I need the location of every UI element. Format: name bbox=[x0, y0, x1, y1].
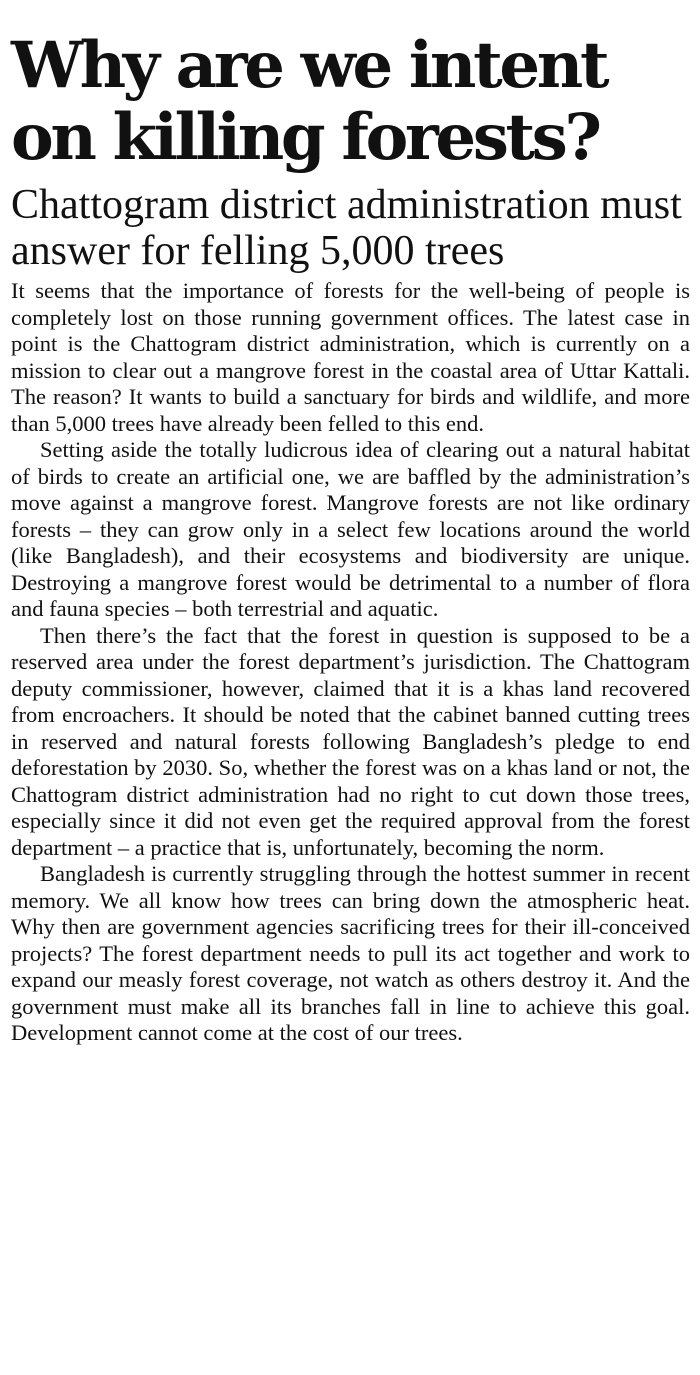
paragraph: Then there’s the fact that the forest in question is supposed to be a reserved area under the forest department’s jurisdiction. The Chattogram deputy commissioner, however, claimed that it is a khas land recovered from encroachers. It should be noted that the cabinet banned cutting trees in reserved and natural forests following Bangladesh’s pledge to end deforestation by 2030. So, whether the forest was on a khas land or not, the Chattogram district administration had no right to cut down those trees, especially since it did not even get the required approval from the forest department – a practice that is, unfortunately, becoming the norm. bbox=[11, 622, 690, 860]
paragraph: It seems that the importance of forests for the well-being of people is completely lost on those running government offices. The latest case in point is the Chattogram district administration, which is currently on a mission to clear out a mangrove forest in the coastal area of Uttar Kattali. The reason? It wants to build a sanctuary for birds and wildlife, and more than 5,000 trees have already been felled to this end. bbox=[11, 278, 690, 436]
paragraph: Bangladesh is currently struggling through the hottest summer in recent memory. We all know how trees can bring down the atmospheric heat. Why then are government agencies sacrificing trees for their ill-conceived projects? The forest department needs to pull its act together and work to expand our measly forest coverage, not watch as others destroy it. And the government must make all its branches fall in line to achieve this goal. Development cannot come at the cost of our trees. bbox=[11, 861, 690, 1045]
headline: Why are we intent on killing forests? bbox=[11, 28, 607, 175]
article-body bbox=[11, 278, 690, 1047]
subheadline: Chattogram district administration must answer for felling 5,000 trees bbox=[11, 182, 682, 274]
paragraph: Setting aside the totally ludicrous idea of clearing out a natural habitat of birds to create an artificial one, we are baffled by the administration’s move against a mangrove forest. Mangrove forests are not like ordinary forests – they can grow only in a select few locations around the world (like Bangladesh), and their ecosystems and biodiversity are unique. Destroying a mangrove forest would be detrimental to a number of flora and fauna species – both terrestrial and aquatic. bbox=[11, 437, 690, 621]
